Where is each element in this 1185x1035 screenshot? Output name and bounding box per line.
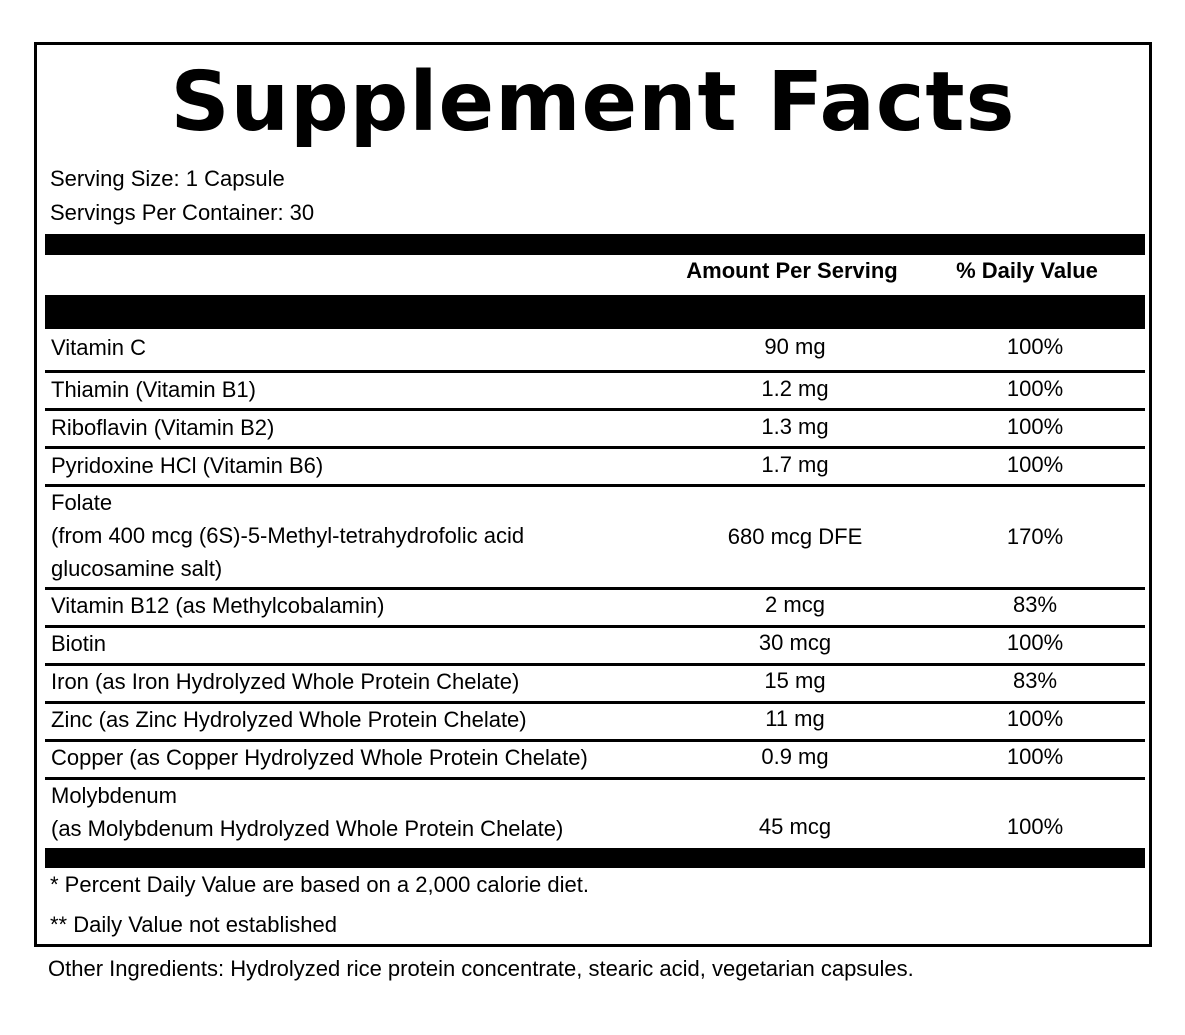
nutrient-amount: 1.7 mg <box>761 452 829 477</box>
nutrient-name: Biotin <box>51 631 107 656</box>
nutrient-daily-value: 83% <box>1012 592 1058 617</box>
nutrient-name: glucosamine salt) <box>51 556 223 581</box>
nutrient-daily-value: 100% <box>1006 452 1064 477</box>
nutrient-table <box>45 329 1145 855</box>
nutrient-row <box>45 625 1145 663</box>
bottom-divider-bar <box>45 848 1145 868</box>
nutrient-amount: 0.9 mg <box>761 744 829 769</box>
nutrient-name: Folate <box>51 490 113 515</box>
nutrient-row <box>45 739 1145 777</box>
nutrient-daily-value: 83% <box>1012 668 1058 693</box>
nutrient-amount: 1.3 mg <box>761 414 829 439</box>
other-ingredients: Other Ingredients: Hydrolyzed rice protein concentrate, stearic acid, vegetarian capsules. <box>48 956 914 981</box>
nutrient-amount: 2 mcg <box>765 592 825 617</box>
nutrient-row <box>45 777 1145 855</box>
nutrient-daily-value: 100% <box>1006 376 1064 401</box>
nutrient-name: Pyridoxine HCl (Vitamin B6) <box>51 453 324 478</box>
nutrient-name: (as Molybdenum Hydrolyzed Whole Protein Chelate) <box>51 816 564 841</box>
nutrient-amount: 11 mg <box>765 706 825 731</box>
nutrient-row <box>45 446 1145 484</box>
nutrient-row <box>45 701 1145 739</box>
nutrient-amount: 90 mg <box>764 334 826 359</box>
nutrient-daily-value: 100% <box>1006 414 1064 439</box>
nutrient-daily-value: 170% <box>1006 524 1064 549</box>
nutrient-amount: 680 mcg DFE <box>727 524 863 549</box>
nutrient-row <box>45 408 1145 446</box>
nutrient-daily-value: 100% <box>1006 814 1064 839</box>
nutrient-daily-value: 100% <box>1006 334 1064 359</box>
nutrient-amount: 45 mcg <box>758 814 832 839</box>
nutrient-name: Iron (as Iron Hydrolyzed Whole Protein Chelate) <box>51 669 520 694</box>
nutrient-row <box>45 370 1145 408</box>
nutrient-row <box>45 587 1145 625</box>
nutrient-name: Vitamin B12 (as Methylcobalamin) <box>51 593 385 618</box>
nutrient-daily-value: 100% <box>1006 706 1064 731</box>
nutrient-daily-value: 100% <box>1006 630 1064 655</box>
nutrient-name: Zinc (as Zinc Hydrolyzed Whole Protein Chelate) <box>51 707 527 732</box>
panel-title: Supplement Facts <box>170 55 1016 150</box>
nutrient-name: Riboflavin (Vitamin B2) <box>51 415 275 440</box>
nutrient-amount: 15 mg <box>764 668 826 693</box>
servings-per-container: Servings Per Container: 30 <box>50 200 315 225</box>
header-divider-bar <box>45 295 1145 329</box>
nutrient-row <box>45 329 1145 370</box>
nutrient-amount: 1.2 mg <box>761 376 829 401</box>
nutrient-name: Molybdenum <box>51 783 177 808</box>
footnote-daily-value: * Percent Daily Value are based on a 2,000 calorie diet. <box>50 872 589 897</box>
nutrient-name: (from 400 mcg (6S)-5-Methyl-tetrahydrofolic acid <box>51 523 525 548</box>
daily-value-header: % Daily Value <box>956 258 1098 283</box>
nutrient-amount: 30 mcg <box>758 630 832 655</box>
top-divider-bar <box>45 234 1145 255</box>
supplement-facts-panel <box>34 42 1152 947</box>
nutrient-name: Thiamin (Vitamin B1) <box>51 377 256 402</box>
amount-per-serving-header: Amount Per Serving <box>686 258 898 283</box>
nutrient-row <box>45 484 1145 587</box>
nutrient-name: Copper (as Copper Hydrolyzed Whole Protein Chelate) <box>51 745 588 770</box>
nutrient-daily-value: 100% <box>1006 744 1064 769</box>
nutrient-row <box>45 663 1145 701</box>
serving-size: Serving Size: 1 Capsule <box>50 166 285 191</box>
footnote-not-established: ** Daily Value not established <box>50 912 337 937</box>
nutrient-name: Vitamin C <box>51 335 146 360</box>
